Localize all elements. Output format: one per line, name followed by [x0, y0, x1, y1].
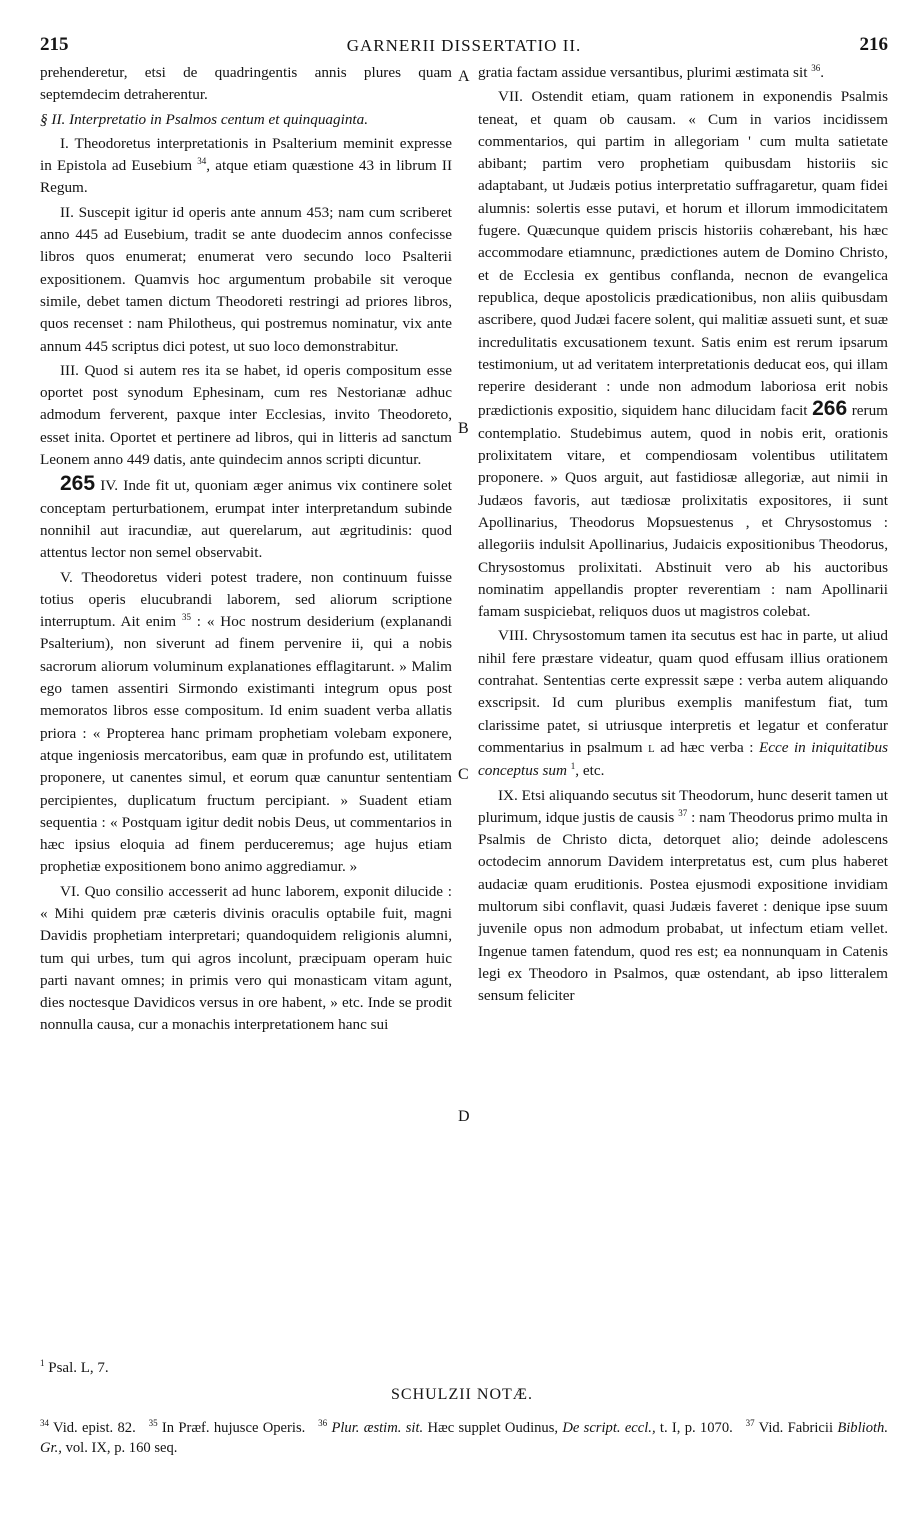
schulz-notes: [40, 1418, 888, 1458]
paragraph-ii: II. Suscepit igitur id operis ante annum 453; nam cum scriberet anno 445 ad Eusebium, tradit se ante duodecim annos confecisse libros quos enumerat; enumerat vero secundo loco Psalterii expositionem. Quamvis hoc argumentum probabile sit veroque simile, debet tamen dictum Theodoreti restringi ad priores libros, quos recenset : nam Philotheus, qui postremus nominatur, vix ante annum 445 scriptus dici potest, ut suo loco demonstrabitur.: [40, 203, 452, 355]
right-column: [478, 62, 888, 1007]
note-ref-37: 37: [678, 807, 688, 818]
note-35-text: In Præf. hujusce Operis.: [161, 1420, 306, 1436]
note-34-text: Vid. epist. 82.: [53, 1420, 136, 1436]
note-37-italic: Biblioth. Gr.,: [40, 1420, 888, 1456]
margin-letter-d: D: [458, 1108, 470, 1125]
marginal-column-number-265: 265: [60, 472, 96, 496]
footnote-text: Psal. L, 7.: [48, 1360, 109, 1376]
note-number-37: 37: [745, 1418, 755, 1429]
note-36-tail: t. I, p. 1070.: [659, 1420, 733, 1436]
page-number-right: 216: [859, 34, 888, 55]
note-number-34: 34: [40, 1418, 49, 1429]
note-ref-35: 35: [181, 612, 191, 623]
marginal-column-number-266: 266: [812, 397, 848, 421]
running-header: [40, 34, 888, 60]
note-ref-36: 36: [811, 62, 821, 73]
running-title: GARNERII DISSERTATIO II.: [346, 36, 582, 55]
note-36-italic: Plur. æstim. sit.: [331, 1420, 424, 1436]
paragraph-vi: VI. Quo consilio accesserit ad hunc laborem, exponit dilucide : « Mihi quidem præ cæteris divinis oraculis optabile fuit, magni Davidis prophetiam interpretari; quandoquidem religionis alumni, tum qui urbes, tum qui agros incolunt, præcipuam operam huic parti navant omnes; in primis vero qui monasticam vitam agunt, dies noctesque Davidicos versus in ore habent, » etc. Inde se prodit nonnulla causa, cur a monachis interpretationem hanc sui: [40, 882, 452, 1034]
footnote-mark: 1: [40, 1358, 45, 1368]
note-number-36: 36: [318, 1418, 328, 1429]
paragraph-iv: 265 IV. Inde fit ut, quoniam æger animus vix continere solet conceptam perturbationem, erumpat inter interpretandum subinde nonnihil aut iracundiæ, aut querelarum, aut ægritudinis: quod attentus lector non semel observabit.: [40, 472, 452, 562]
paragraph-v: V. Theodoretus videri potest tradere, non continuum fuisse totius operis elucubrandi laborem, sed aliorum scriptione interruptum. Ait enim $^{35}$ : « Hoc nostrum desiderium (explanandi Psalterium), non siverunt ad finem pervenire ii, qui a nobis sacrorum aliorum voluminum explanationes efflagitarunt. » Malim ego tamen assentiri Sirmondo existimanti integrum opus post memoratos libros esse compositum. Id enim suadent verba allatis priora : « Propterea hanc primam prophetiam volebam exponere, atque ingeniosis mercatoribus, eam quæ in profundo est, utilitatem proponere, ut canentes simul, et eorum quæ canuntur sententiam percipientes, duplicatum fructum percipiant. » Suadent etiam sequentia : « Postquam igitur dedit nobis Deus, ut commentarios in hæc ipsius eloquia ad finem perduceremus; age hujus etiam prophetiæ expositionem bono animo aggrediamur. »: [40, 568, 453, 876]
margin-letter-a: A: [458, 68, 470, 85]
paragraph-viii: VIII. Chrysostomum tamen ita secutus est hac in parte, ut aliud nihil fere præstare videatur, quam quod effusam illius orationem contrahat. Sententias certe expressit sæpe : verba autem aliquando exscripsit. Id cum pluribus exemplis manifestum fiat, tum clarissime patet, si utriusque interpretis et legatur et conferatur commentarius in psalmum L ad hæc verba : Ecce in iniquitatibus conceptus sum $^1$, etc.: [478, 627, 889, 780]
margin-letter-c: C: [458, 766, 469, 783]
paragraph-ix: IX. Etsi aliquando secutus sit Theodorum, hunc deserit tamen ut plurimum, idque justis de causis $^{37}$ : nam Theodorus primo multa in Psalmis de Christo dicta, detorquet alio; deinde adolescens octodecim annorum Davidem interpretatus est, cum plus haberet audaciæ quam eruditionis. Postea ejusmodi expositione invidiam multorum sibi conflavit, quasi Judæis faveret : denique ipse suum juvenile opus non admodum probabat, ut infectum etiam vellet. Ingenue tamen fatendum, quod res est; ea nonnunquam in Catenis legi ex Theodoro in Psalmos, quæ ostendant, ab ipso litteralem sensum feliciter: [478, 786, 889, 1005]
left-column: [40, 62, 452, 1037]
left-paragraph-continuation: prehenderetur, etsi de quadringentis annis plures quam septemdecim detraherentur.: [40, 64, 452, 104]
paragraph-vii: VII. Ostendit etiam, quam rationem in exponendis Psalmis teneat, et quam ob causam. « Cum in varios incidissem commentarios, qui partim in allegoriam ' cum multa satietate abibant; partim vero prophetiam quibusdam historiis sic adaptabant, ut Judæis potius interpretatio suffragaretur, quam fidei alumnis: solertis esse putavi, et horum et illorum immodicitatem fugere. Quæcunque quidem priscis historiis cohærebant, his hæc accommodare etiamnunc, prædictiones autem de Domino Christo, et de Ecclesia ex gentibus conflanda, necnon de evangelica republica, deque apostolicis prædicationibus, non aliis quibusdam ascribere, quod Judæi facere solent, qui malitiæ assueti sunt, et suæ incredulitatis excusationem texunt. Satis enim est rerum ipsarum testimonium, ut ad veritatem interpretationis deducat eos, qui illam reperire desiderant : unde non admodum laboriosa erit nobis prædictionis expositio, siquidem hanc dilucidam facit 266 rerum contemplatio. Studebimus autem, quod in nobis erit, orationis prolixitatem vitare, et compendiosam volentibus utilitatem proponere. » Quos arguit, aut fastidiosæ allegoriæ, aut nimii in Judæos favoris, aut tædiosæ prolixitatis expositores, ii sunt Apollinarius, Theodorus Mopsuestenus , et Chrysostomus : allegoriis indulsit Apollinarius, Judaicis expositionibus Theodorus, Chrysostomus prolixitati. Abstinuit vero ab his auctoribus nominatim appellandis propter reverentiam : nam Apollinarii famam suspiciebat, reliquos duos ut magistros colebat.: [478, 88, 888, 621]
note-37-tail: vol. IX, p. 160 seq.: [65, 1440, 178, 1456]
paragraph-iii: III. Quod si autem res ita se habet, id operis compositum esse oportet post synodum Ephesinam, cum res Nestorianæ adhuc admodum ferverent, paxque inter Ecclesias, invito Theodoreto, esset inita. Oportet et pertinere ad libros, qui in litteris ad sanctum Leonem anno 449 datis, ante quindecim annos scripti dicuntur.: [40, 361, 452, 469]
note-ref-34: 34: [197, 156, 207, 167]
note-37-text: Vid. Fabricii: [758, 1420, 834, 1436]
note-36-italic-title: De script. eccl.,: [562, 1420, 656, 1436]
notes-heading: SCHULZII NOTÆ.: [391, 1386, 533, 1403]
footnote-ref-1: 1: [570, 761, 576, 772]
note-number-35: 35: [148, 1418, 158, 1429]
section-heading: § II. Interpretatio in Psalmos centum et quinquaginta.: [40, 110, 369, 128]
page-footnote: [40, 1360, 109, 1377]
margin-letter-b: B: [458, 420, 469, 437]
paragraph-i: I. Theodoretus interpretationis in Psalterium meminit expresse in Epistola ad Eusebium $^{34}$, atque etiam quæstione 43 in librum II Regum.: [40, 134, 452, 197]
page-number-left: 215: [40, 34, 69, 55]
note-36-text: Hæc supplet Oudinus,: [427, 1420, 559, 1436]
right-paragraph-continuation: gratia factam assidue versantibus, plurimi æstimata sit $^{36}$.: [478, 62, 825, 81]
